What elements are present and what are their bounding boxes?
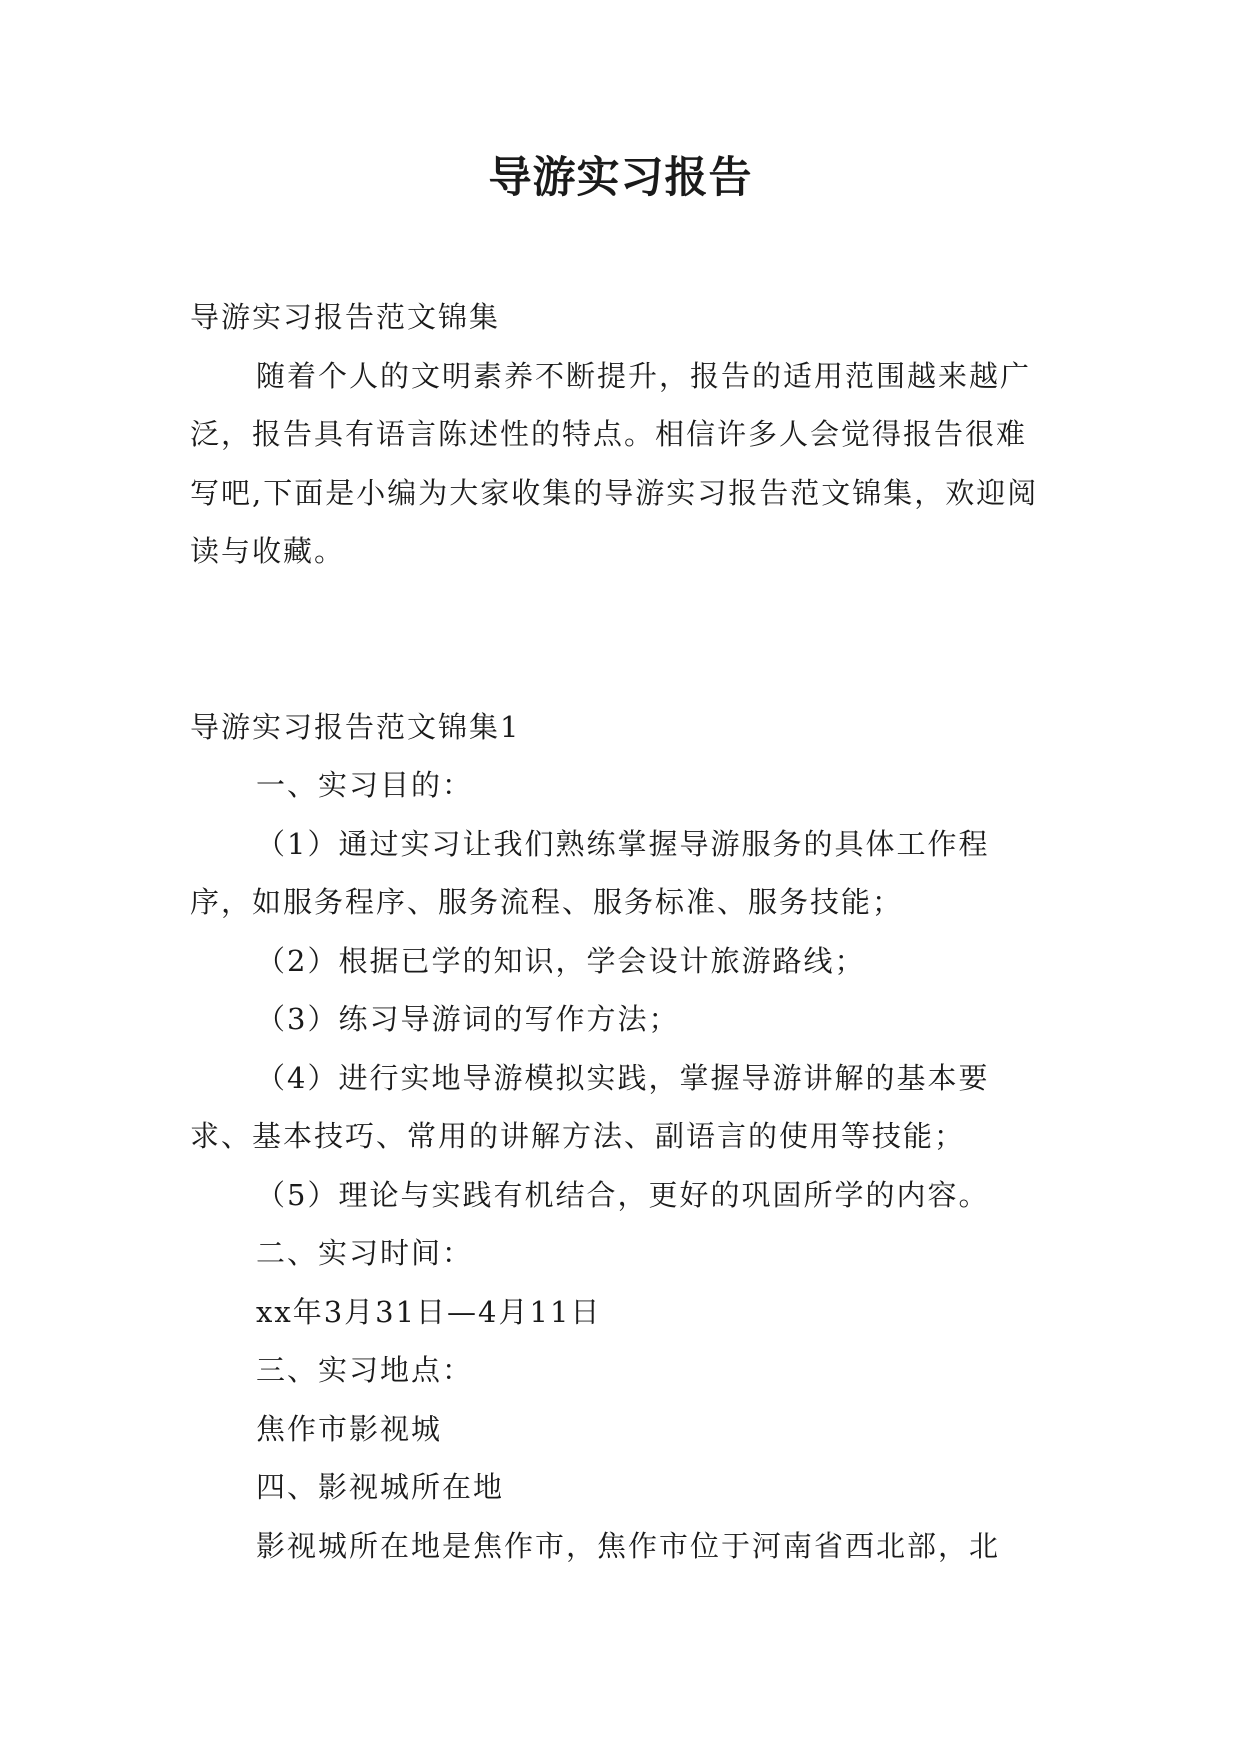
city-description: 影视城所在地是焦作市，焦作市位于河南省西北部，北	[256, 1528, 1001, 1563]
heading-time: 二、实习时间：	[256, 1236, 474, 1270]
heading-purpose: 一、实习目的：	[256, 768, 474, 802]
heading-location: 三、实习地点：	[256, 1353, 474, 1387]
internship-dates: xx年3月31日—4月11日	[256, 1294, 602, 1329]
purpose-item-1: （1）通过实习让我们熟练掌握导游服务的具体工作程序，如服务程序、服务流程、服务标准、服务技能；	[190, 826, 990, 919]
intro-paragraph: 随着个人的文明素养不断提升，报告的适用范围越来越广泛，报告具有语言陈述性的特点。相信许多人会觉得报告很难写吧,下面是小编为大家收集的导游实习报告范文锦集，欢迎阅读与收藏。	[190, 358, 1039, 568]
document-title: 导游实习报告	[488, 153, 753, 203]
subtitle: 导游实习报告范文锦集	[190, 300, 501, 334]
purpose-item-5: （5）理论与实践有机结合，更好的巩固所学的内容。	[256, 1177, 990, 1212]
purpose-item-4: （4）进行实地导游模拟实践，掌握导游讲解的基本要求、基本技巧、常用的讲解方法、副语言的使用等技能；	[190, 1060, 990, 1153]
document-body	[190, 288, 1050, 1575]
internship-location: 焦作市影视城	[256, 1411, 443, 1446]
purpose-item-2: （2）根据已学的知识，学会设计旅游路线；	[256, 943, 866, 978]
purpose-item-3: （3）练习导游词的写作方法；	[256, 1002, 680, 1036]
heading-city: 四、影视城所在地	[256, 1470, 505, 1504]
section-gap	[190, 581, 1050, 698]
section-title: 导游实习报告范文锦集1	[190, 709, 521, 744]
